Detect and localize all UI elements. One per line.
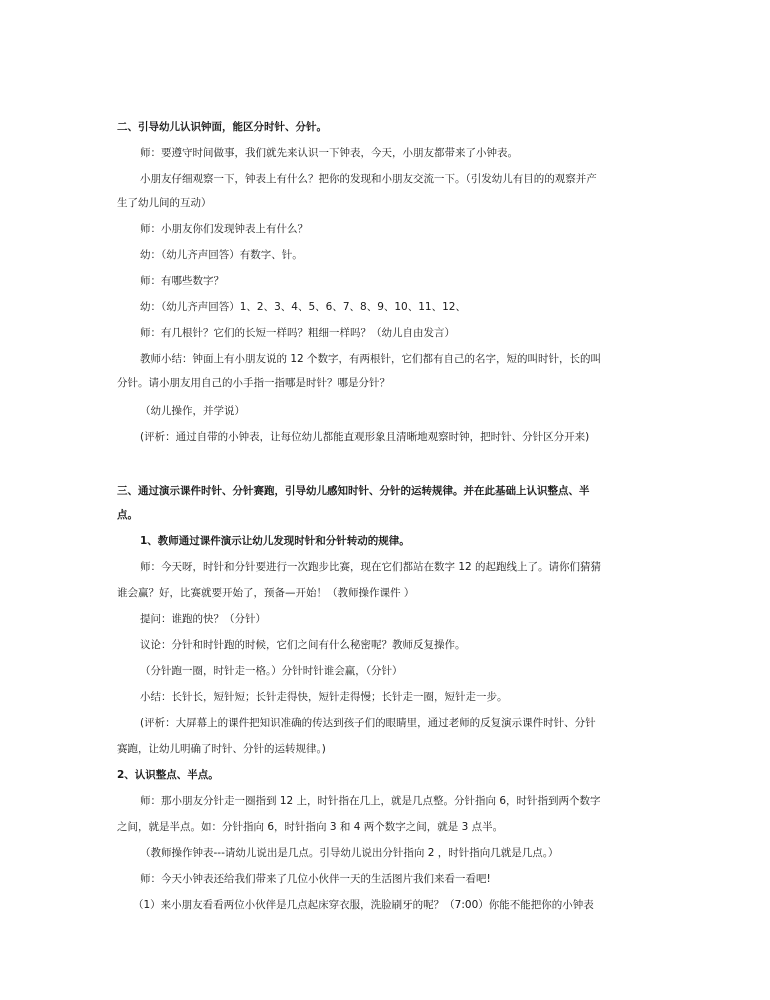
paragraph-line: （分针跑一圈，时针走一格。）分针时针谁会赢，（分针）	[140, 665, 403, 677]
subheading-2: 2、认识整点、半点。	[117, 769, 219, 781]
paragraph-line: 小朋友仔细观察一下，钟表上有什么？把你的发现和小朋友交流一下。（引发幼儿有目的的观察并产	[140, 173, 597, 185]
paragraph-line: 师：有哪些数字？	[140, 275, 224, 287]
paragraph-line: 师：要遵守时间做事，我们就先来认识一下钟表，今天，小朋友都带来了小钟表。	[140, 147, 518, 159]
paragraph-line: 师：今天呀，时针和分针要进行一次跑步比赛，现在它们都站在数字 12 的起跑线上了。请你们猜猜	[140, 561, 602, 573]
paragraph-line: 小结：长针长，短针短；长针走得快，短针走得慢；长针走一圈，短针走一步。	[140, 691, 508, 703]
section-heading-3: 三、通过演示课件时针、分针赛跑，引导幼儿感知时针、分针的运转规律。并在此基础上认识整点、半	[117, 485, 590, 497]
paragraph-line: 提问：谁跑的快？（分针）	[140, 613, 266, 625]
paragraph-line: 谁会赢？好，比赛就要开始了，预备—开始！（教师操作课件 ）	[117, 587, 415, 599]
commentary-line: 赛跑，让幼儿明确了时针、分针的运转规律。)	[117, 743, 326, 755]
commentary-line: (评析：大屏幕上的课件把知识准确的传达到孩子们的眼睛里，通过老师的反复演示课件时针、分针	[140, 717, 596, 729]
paragraph-line: 议论：分针和时针跑的时候，它们之间有什么秘密呢？教师反复操作。	[140, 639, 466, 651]
paragraph-line: 师：那小朋友分针走一圈指到 12 上，时针指在几上，就是几点整。分针指向 6，时针指到两个数字	[140, 795, 601, 807]
paragraph-line: 分针。请小朋友用自己的小手指一指哪是时针？哪是分针？	[117, 377, 390, 389]
paragraph-line: 师：小朋友你们发现钟表上有什么？	[140, 223, 308, 235]
paragraph-line: 师：今天小钟表还给我们带来了几位小伙伴一天的生活图片我们来看一看吧!	[140, 873, 491, 885]
paragraph-line: 幼：（幼儿齐声回答）1、2、3、4、5、6、7、8、9、10、11、12、	[140, 301, 466, 313]
section-heading-3-cont: 点。	[117, 509, 138, 521]
paragraph-line: 师：有几根针？它们的长短一样吗？粗细一样吗？（幼儿自由发言）	[140, 327, 455, 339]
paragraph-line: 之间，就是半点。如：分针指向 6，时针指向 3 和 4 两个数字之间，就是 3 点半。	[117, 821, 504, 833]
paragraph-line: 教师小结：钟面上有小朋友说的 12 个数字，有两根针，它们都有自己的名字，短的叫时针，长的叫	[140, 353, 602, 365]
paragraph-line: （1）来小朋友看看两位小伙伴是几点起床穿衣服，洗脸刷牙的呢？（7:00）你能不能把你的小钟表	[133, 899, 594, 911]
section-heading-2: 二、引导幼儿认识钟面，能区分时针、分针。	[117, 121, 327, 133]
paragraph-line: （教师操作钟表---请幼儿说出是几点。引导幼儿说出分针指向 2 ，时针指向几就是几点。）	[140, 847, 559, 859]
commentary-line: (评析：通过自带的小钟表，让每位幼儿都能直观形象且清晰地观察时钟，把时针、分针区分开来)	[140, 431, 590, 443]
subheading-1: 1、教师通过课件演示让幼儿发现时针和分针转动的规律。	[140, 535, 410, 547]
paragraph-line: 幼：（幼儿齐声回答）有数字、针。	[140, 249, 303, 261]
paragraph-line: 生了幼儿间的互动）	[117, 197, 212, 209]
paragraph-line: （幼儿操作，并学说）	[140, 405, 245, 417]
